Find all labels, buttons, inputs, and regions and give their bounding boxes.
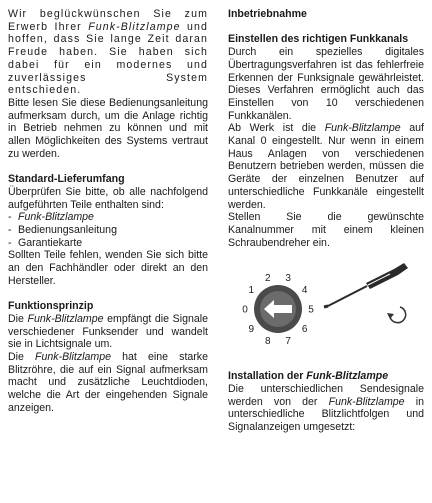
dial-illustration [228,251,424,356]
missing-parts-text: Sollten Teile fehlen, wenden Sie sich bitte an den Fachhändler oder direkt an den Hersteller. [8,249,208,287]
product-name: Funk-Blitzlampe [88,20,181,33]
rotate-arrow-icon [387,307,406,323]
dial-label: 4 [301,285,308,297]
scope-item: - Garantiekarte [8,237,208,250]
dial-label: 7 [285,336,291,348]
scope-item: - Funk-Blitzlampe [8,211,208,224]
channel-paragraph-3: Stellen Sie die gewünschte Kanalnummer mit einem kleinen Schraubendreher ein. [228,211,424,249]
left-column [8,8,208,414]
channel-paragraph-1: Durch ein spezielles digitales Übertragungsverfahren ist das fehlerfreie Erkennen der Funksignale gewährleistet. Dieses Verfahren ermöglicht auch das Einstellen von 10 verschiedenen Funkkanälen. [228,46,424,122]
function-heading: Funktionsprinzip [8,300,94,313]
main-heading: Inbetriebnahme [228,8,307,20]
channel-dial-figure [228,251,424,356]
product-name: Funk-Blitzlampe [324,122,401,135]
function-paragraph-1: Die Funk-Blitzlampe empfängt die Signale verschiedener Funksender und wandelt sie in Lichtsignale um. [8,312,209,351]
intro-paragraph [8,8,208,97]
right-column [228,8,424,434]
installation-heading: Installation der Funk-Blitzlampe [228,370,389,383]
function-paragraph-2: Die Funk-Blitzlampe hat eine starke Blitzröhre, die auf ein Signal aufmerksam macht und zusätzliche Leuchtdioden, welche die Art der eingehenden Signale anzeigen. [8,350,208,414]
dial-label: 0 [242,304,248,316]
scope-list [8,211,208,249]
intro-text-continued: und hoffen, dass Sie lange Zeit daran Freude haben. Sie haben sich dabei für ein modernes und zuverlässiges System entschieden. [8,20,208,97]
read-instructions-paragraph: Bitte lesen Sie diese Bedienungsanleitung aufmerksam durch, um die Anlage richtig in Betrieb nehmen zu können und mit allen Möglichkeiten des Systems vertraut zu werden. [8,96,208,160]
channel-heading: Einstellen des richtigen Funkkanals [228,33,409,46]
dial-label: 9 [248,324,255,336]
screwdriver-icon [324,263,408,307]
dial-label: 3 [285,273,291,285]
scope-item: - Bedienungsanleitung [8,224,208,237]
scope-text: Überprüfen Sie bitte, ob alle nachfolgend aufgeführten Teile enthalten sind: [8,185,208,211]
dial-label: 8 [265,336,271,348]
product-name: Funk-Blitzlampe [328,395,405,408]
dial-label: 6 [301,324,308,336]
channel-paragraph-2: Ab Werk ist die Funk-Blitzlampe auf Kanal 0 eingestellt. Nur wenn in einem Haus Anlagen von verschiedenen Benutzern betrieben werden, müssen die Geräte der einzelnen Benutzer auf unterschiedliche Funkkanäle eingestellt werden. [228,122,424,211]
dial-label: 1 [248,285,255,297]
product-name: Funk-Blitzlampe [27,312,104,325]
product-name: Funk-Blitzlampe [306,370,389,383]
dial-label: 5 [308,304,314,316]
intro-text: Wir beglückwünschen Sie zum Erwerb Ihrer [8,8,208,33]
scope-heading: Standard-Lieferumfang [8,173,125,186]
product-name: Funk-Blitzlampe [35,350,111,363]
installation-paragraph: Die unterschiedlichen Sendesignale werden von der Funk-Blitzlampe in unterschiedliche Blitzlichtfolgen und Signalanzeigen umgesetzt: [228,383,424,434]
dial-label: 2 [265,273,271,285]
